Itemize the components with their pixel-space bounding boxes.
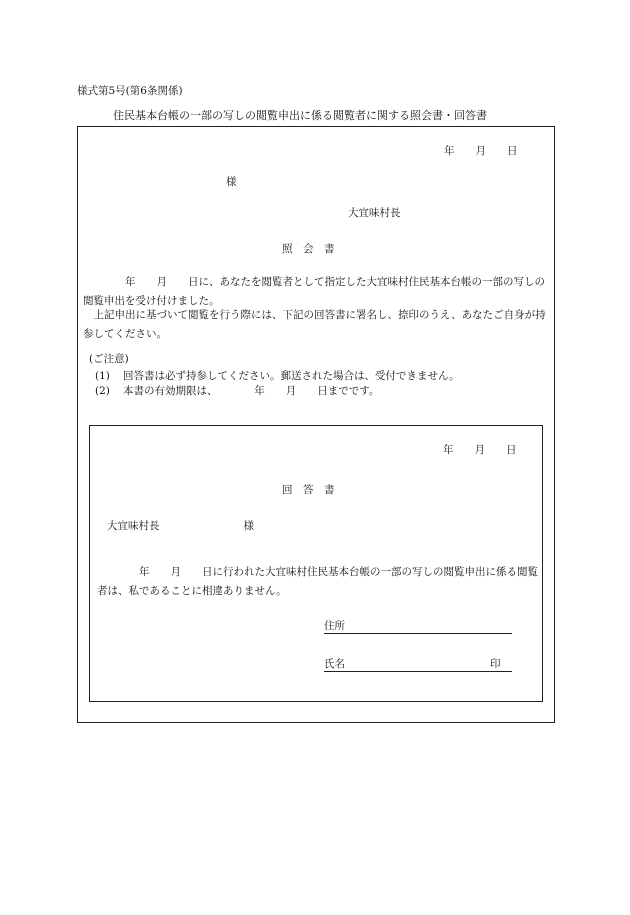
note-1-number: (1)	[95, 370, 110, 382]
inquiry-date: 年 月 日	[444, 145, 518, 157]
name-label: 氏名	[324, 658, 345, 670]
address-line	[324, 619, 512, 634]
address-label: 住所	[324, 620, 345, 632]
inquiry-addressee-suffix: 様	[226, 176, 237, 188]
inquiry-body-2: 上記申出に基づいて閲覧を行う際には、下記の回答書に署名し、捺印のうえ、あなたご自身が持参してください。	[83, 309, 546, 340]
response-body: 年 月 日に行われた大宜味村住民基本台帳の一部の写しの閲覧申出に係る閲覧者は、私であることに相違ありません。	[97, 566, 538, 597]
note-2-number: (2)	[95, 385, 110, 397]
response-heading: 回 答 書	[282, 484, 335, 496]
inquiry-body-1: 年 月 日に、あなたを閲覧者として指定した大宜味村住民基本台帳の一部の写しの閲覧申出を受け付けました。	[83, 276, 545, 307]
inquiry-sender: 大宜味村長	[348, 207, 401, 219]
notes-heading: (ご注意)	[89, 353, 129, 365]
note-2-text: 本書の有効期限は、 年 月 日までです。	[123, 385, 380, 397]
note-1-text: 回答書は必ず持参してください。郵送された場合は、受付できません。	[123, 370, 460, 382]
name-line	[324, 657, 512, 672]
form-title: 住民基本台帳の一部の写しの閲覧申出に係る閲覧者に関する照会書・回答書	[113, 109, 487, 122]
inquiry-heading: 照 会 書	[282, 243, 335, 255]
response-date: 年 月 日	[443, 444, 517, 456]
form-number: 様式第5号(第6条関係)	[77, 85, 183, 97]
seal-label: 印	[490, 658, 501, 670]
response-addressee: 大宜味村長 様	[107, 520, 254, 532]
